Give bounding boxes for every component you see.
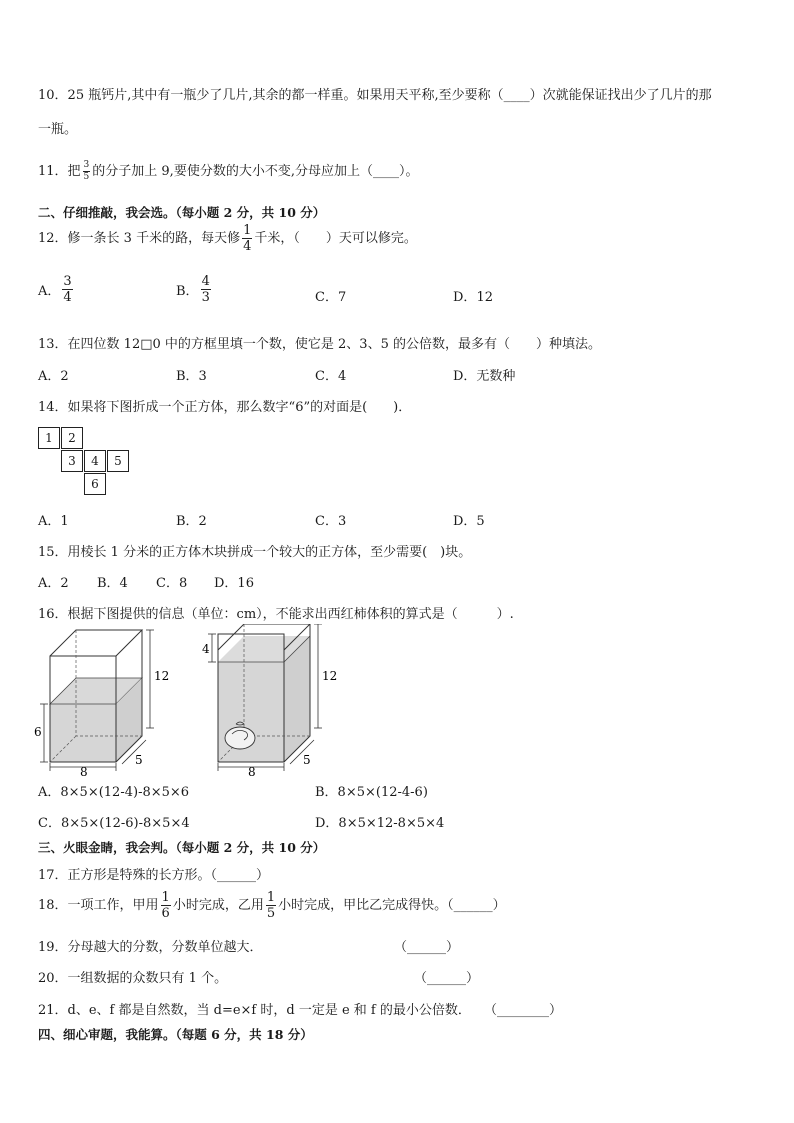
q18-text-a: 18．一项工作，甲用 xyxy=(38,898,159,913)
section3-heading: 三、火眼金睛，我会判。（每小题 2 分，共 10 分） xyxy=(38,840,326,855)
dim-water-label: 6 xyxy=(34,725,42,739)
q18-text-c: 小时完成，甲比乙完成得快。（ xyxy=(278,898,454,913)
q12-option-c[interactable] xyxy=(315,286,346,305)
dim-length-label-2: 8 xyxy=(248,765,256,776)
q12 xyxy=(38,224,417,253)
q12-fraction xyxy=(242,224,252,253)
q18-frac2-numerator: 1 xyxy=(266,890,276,905)
q11-text-a: 11．把 xyxy=(38,164,81,179)
q10-text-a: 10．25 瓶钙片,其中有一瓶少了几片,其余的都一样重。如果用天平称,至少要称（ xyxy=(38,88,504,103)
q11-frac-denominator: 5 xyxy=(83,172,90,182)
q17-blank[interactable]: ______ xyxy=(217,868,257,883)
q11-frac-numerator: 3 xyxy=(83,160,90,170)
q18-text-b: 小时完成，乙用 xyxy=(172,898,264,913)
q18-fraction-1 xyxy=(161,891,171,920)
q12-text-a: 12．修一条长 3 千米的路，每天修 xyxy=(38,231,241,246)
q12-frac-numerator: 1 xyxy=(243,223,252,238)
q12-option-a-denominator: 4 xyxy=(63,290,72,305)
net-cell-4: 4 xyxy=(84,450,106,472)
q21-answer-blank[interactable]: （________） xyxy=(484,1003,563,1018)
q14-option-d[interactable]: D．5 xyxy=(453,514,485,529)
water-fill-front xyxy=(50,704,116,762)
q11-text-c: ）。 xyxy=(398,164,419,179)
dim-width-label-2: 5 xyxy=(303,753,311,767)
section2-heading: 二、仔细推敲，我会选。（每小题 2 分，共 10 分） xyxy=(38,205,326,220)
q13-option-c[interactable]: C．4 xyxy=(315,369,347,384)
q12-option-b-label: B． xyxy=(176,284,199,299)
q18-frac1-numerator: 1 xyxy=(161,890,170,905)
q13-option-d[interactable]: D．无数种 xyxy=(453,369,516,384)
q18-blank[interactable]: ______ xyxy=(453,898,493,913)
q10-line2: 一瓶。 xyxy=(38,122,78,137)
dim-height-label-2: 12 xyxy=(322,669,338,683)
q16-option-d[interactable]: D．8×5×12-8×5×4 xyxy=(315,816,445,831)
q15-option-d[interactable]: D．16 xyxy=(214,576,254,591)
net-cell-6: 6 xyxy=(84,473,106,495)
net-cell-1: 1 xyxy=(38,427,60,449)
q10-line1 xyxy=(38,84,712,103)
q20-answer-blank[interactable]: （______） xyxy=(414,971,480,986)
dim-height-label: 12 xyxy=(154,669,170,683)
q20-text: 20．一组数据的众数只有 1 个。 xyxy=(38,971,228,986)
dim-width-label: 5 xyxy=(135,753,143,767)
box-figure-1 xyxy=(34,624,174,776)
q18-frac1-denominator: 6 xyxy=(161,906,170,921)
q12-option-c-value: 7 xyxy=(337,290,347,305)
q12-option-a-fraction xyxy=(62,275,72,304)
q16-text: 16．根据下图提供的信息（单位：cm），不能求出西红柿体积的算式是（ ）. xyxy=(38,607,514,622)
q12-option-a-numerator: 3 xyxy=(63,274,72,289)
q21-text: 21．d、e、f 都是自然数，当 d=e×f 时，d 一定是 e 和 f 的最小公倍数． xyxy=(38,1003,471,1018)
q13-text: 13．在四位数 12□0 中的方框里填一个数，使它是 2、3、5 的公倍数，最多有（ ）种填法。 xyxy=(38,337,601,352)
dim-gap-label: 4 xyxy=(202,642,210,656)
q15-text: 15．用棱长 1 分米的正方体木块拼成一个较大的正方体，至少需要( )块。 xyxy=(38,545,472,560)
q14-option-a[interactable]: A．1 xyxy=(38,514,69,529)
net-cell-3: 3 xyxy=(61,450,83,472)
q16-option-b[interactable]: B．8×5×(12-4-6) xyxy=(315,785,428,800)
net-cell-5: 5 xyxy=(107,450,129,472)
q11 xyxy=(38,160,418,182)
q16-option-c[interactable]: C．8×5×(12-6)-8×5×4 xyxy=(38,816,190,831)
q10-blank[interactable]: ____ xyxy=(503,88,530,103)
q18-fraction-2 xyxy=(266,891,276,920)
q12-frac-denominator: 4 xyxy=(243,239,252,254)
q12-option-d-label: D． xyxy=(453,290,477,305)
q10-text-b: ）次就能保证找出少了几片的那 xyxy=(529,88,712,103)
q11-text-b: 的分子加上 9,要使分数的大小不变,分母应加上（ xyxy=(92,164,373,179)
q14-option-c[interactable]: C．3 xyxy=(315,514,347,529)
q12-option-b[interactable] xyxy=(176,275,213,304)
q12-option-b-numerator: 4 xyxy=(201,274,210,289)
q14-text: 14．如果将下图折成一个正方体，那么数字“6”的对面是( )． xyxy=(38,400,412,415)
q12-option-d[interactable] xyxy=(453,286,493,305)
net-cell-2: 2 xyxy=(61,427,83,449)
q12-option-a[interactable] xyxy=(38,275,75,304)
q12-option-a-label: A． xyxy=(38,284,61,299)
q13-option-a[interactable]: A．2 xyxy=(38,369,69,384)
q11-fraction xyxy=(83,161,91,182)
q17-text: 17．正方形是特殊的长方形。（ xyxy=(38,868,218,883)
q15-option-a[interactable]: A．2 xyxy=(38,576,69,591)
q18 xyxy=(38,891,506,920)
dim-length-label: 8 xyxy=(80,765,88,776)
q12-option-b-denominator: 3 xyxy=(201,290,210,305)
q18-frac2-denominator: 5 xyxy=(266,906,276,921)
q12-option-d-value: 12 xyxy=(476,290,493,305)
q13-option-b[interactable]: B．3 xyxy=(176,369,207,384)
water-fill-front-2 xyxy=(218,662,284,762)
q19-answer-blank[interactable]: （______） xyxy=(394,940,460,955)
q15-option-c[interactable]: C．8 xyxy=(156,576,188,591)
q16-option-a[interactable]: A．8×5×(12-4)-8×5×6 xyxy=(38,785,190,800)
box-figure-2 xyxy=(202,624,342,776)
q12-option-c-label: C． xyxy=(315,290,338,305)
q19-text: 19．分母越大的分数，分数单位越大． xyxy=(38,940,263,955)
section4-heading: 四、细心审题，我能算。（每题 6 分，共 18 分） xyxy=(38,1027,313,1042)
q12-text-b: 千米，（ ）天可以修完。 xyxy=(254,231,417,246)
box-top xyxy=(50,630,142,656)
q17 xyxy=(38,864,269,883)
q18-end: ） xyxy=(492,898,506,913)
q14-option-b[interactable]: B．2 xyxy=(176,514,207,529)
q11-blank[interactable]: ____ xyxy=(372,164,399,179)
q12-option-b-fraction xyxy=(201,275,211,304)
q15-option-b[interactable]: B．4 xyxy=(97,576,128,591)
q17-end: ） xyxy=(256,868,270,883)
